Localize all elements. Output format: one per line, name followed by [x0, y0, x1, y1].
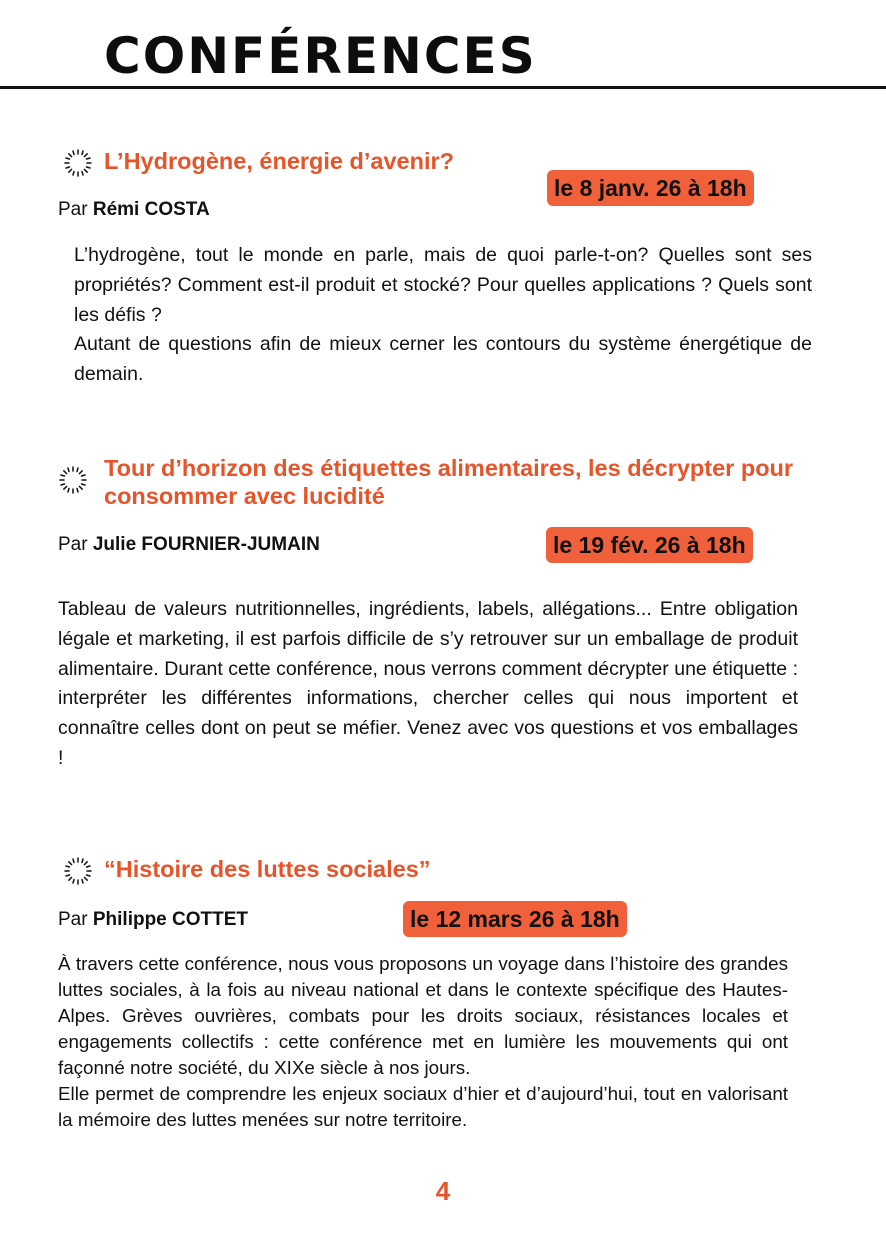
speaker-prefix: Par	[58, 909, 88, 930]
sun-icon	[62, 147, 94, 179]
date-badge: le 8 janv. 26 à 18h	[547, 170, 754, 206]
sun-icon	[62, 855, 94, 887]
conference-description: Tableau de valeurs nutritionnelles, ingrédients, labels, allégations... Entre obligation légale et marketing, il est parfois difficile de s’y retrouver sur un emballage de produit alimentaire. Durant cette conférence, nous verrons comment décrypter une étiquette : interpréter les différentes informations, chercher celles qui nous importent et connaître celles dont on peut se méfier. Venez avec vos questions et vos emballages !	[58, 598, 798, 769]
sun-icon	[57, 464, 89, 496]
speaker-prefix: Par	[58, 534, 88, 555]
speaker-name: Julie FOURNIER-JUMAIN	[92, 534, 320, 555]
conference-title: Tour d’horizon des étiquettes alimentaires, les décrypter pour consommer avec lucidité	[104, 455, 794, 509]
speaker-name: Philippe COTTET	[92, 909, 249, 930]
page-title: CONFÉRENCES	[104, 27, 537, 85]
speaker-line	[58, 198, 210, 222]
title-divider	[0, 86, 886, 89]
date-badge: le 19 fév. 26 à 18h	[546, 527, 753, 563]
conference-description: L’hydrogène, tout le monde en parle, mais de quoi parle-t-on? Quelles sont ses propriétés? Comment est-il produit et stocké? Pour quelles applications ? Quels sont les défis ? Autant de questions afin de mieux cerner les contours du système énergétique de demain.	[74, 244, 812, 386]
speaker-line	[58, 908, 248, 932]
conference-description: À travers cette conférence, nous vous proposons un voyage dans l’histoire des grandes luttes sociales, à la fois au niveau national et dans le contexte spécifique des Hautes-Alpes. Grèves ouvrières, combats pour les droits sociaux, résistances locales et engagements collectifs : cette conférence met en lumière les mouvements qui ont façonné notre société, du XIXe siècle à nos jours. Elle permet de comprendre les enjeux sociaux d’hier et d’aujourd’hui, tout en valorisant la mémoire des luttes menées sur notre territoire.	[58, 953, 788, 1130]
conference-title: L’Hydrogène, énergie d’avenir?	[104, 148, 454, 174]
speaker-prefix: Par	[58, 199, 88, 220]
page-number: 4	[435, 1176, 451, 1206]
date-badge: le 12 mars 26 à 18h	[403, 901, 627, 937]
speaker-line	[58, 533, 320, 557]
speaker-name: Rémi COSTA	[92, 199, 210, 220]
conference-title: “Histoire des luttes sociales”	[104, 856, 431, 882]
